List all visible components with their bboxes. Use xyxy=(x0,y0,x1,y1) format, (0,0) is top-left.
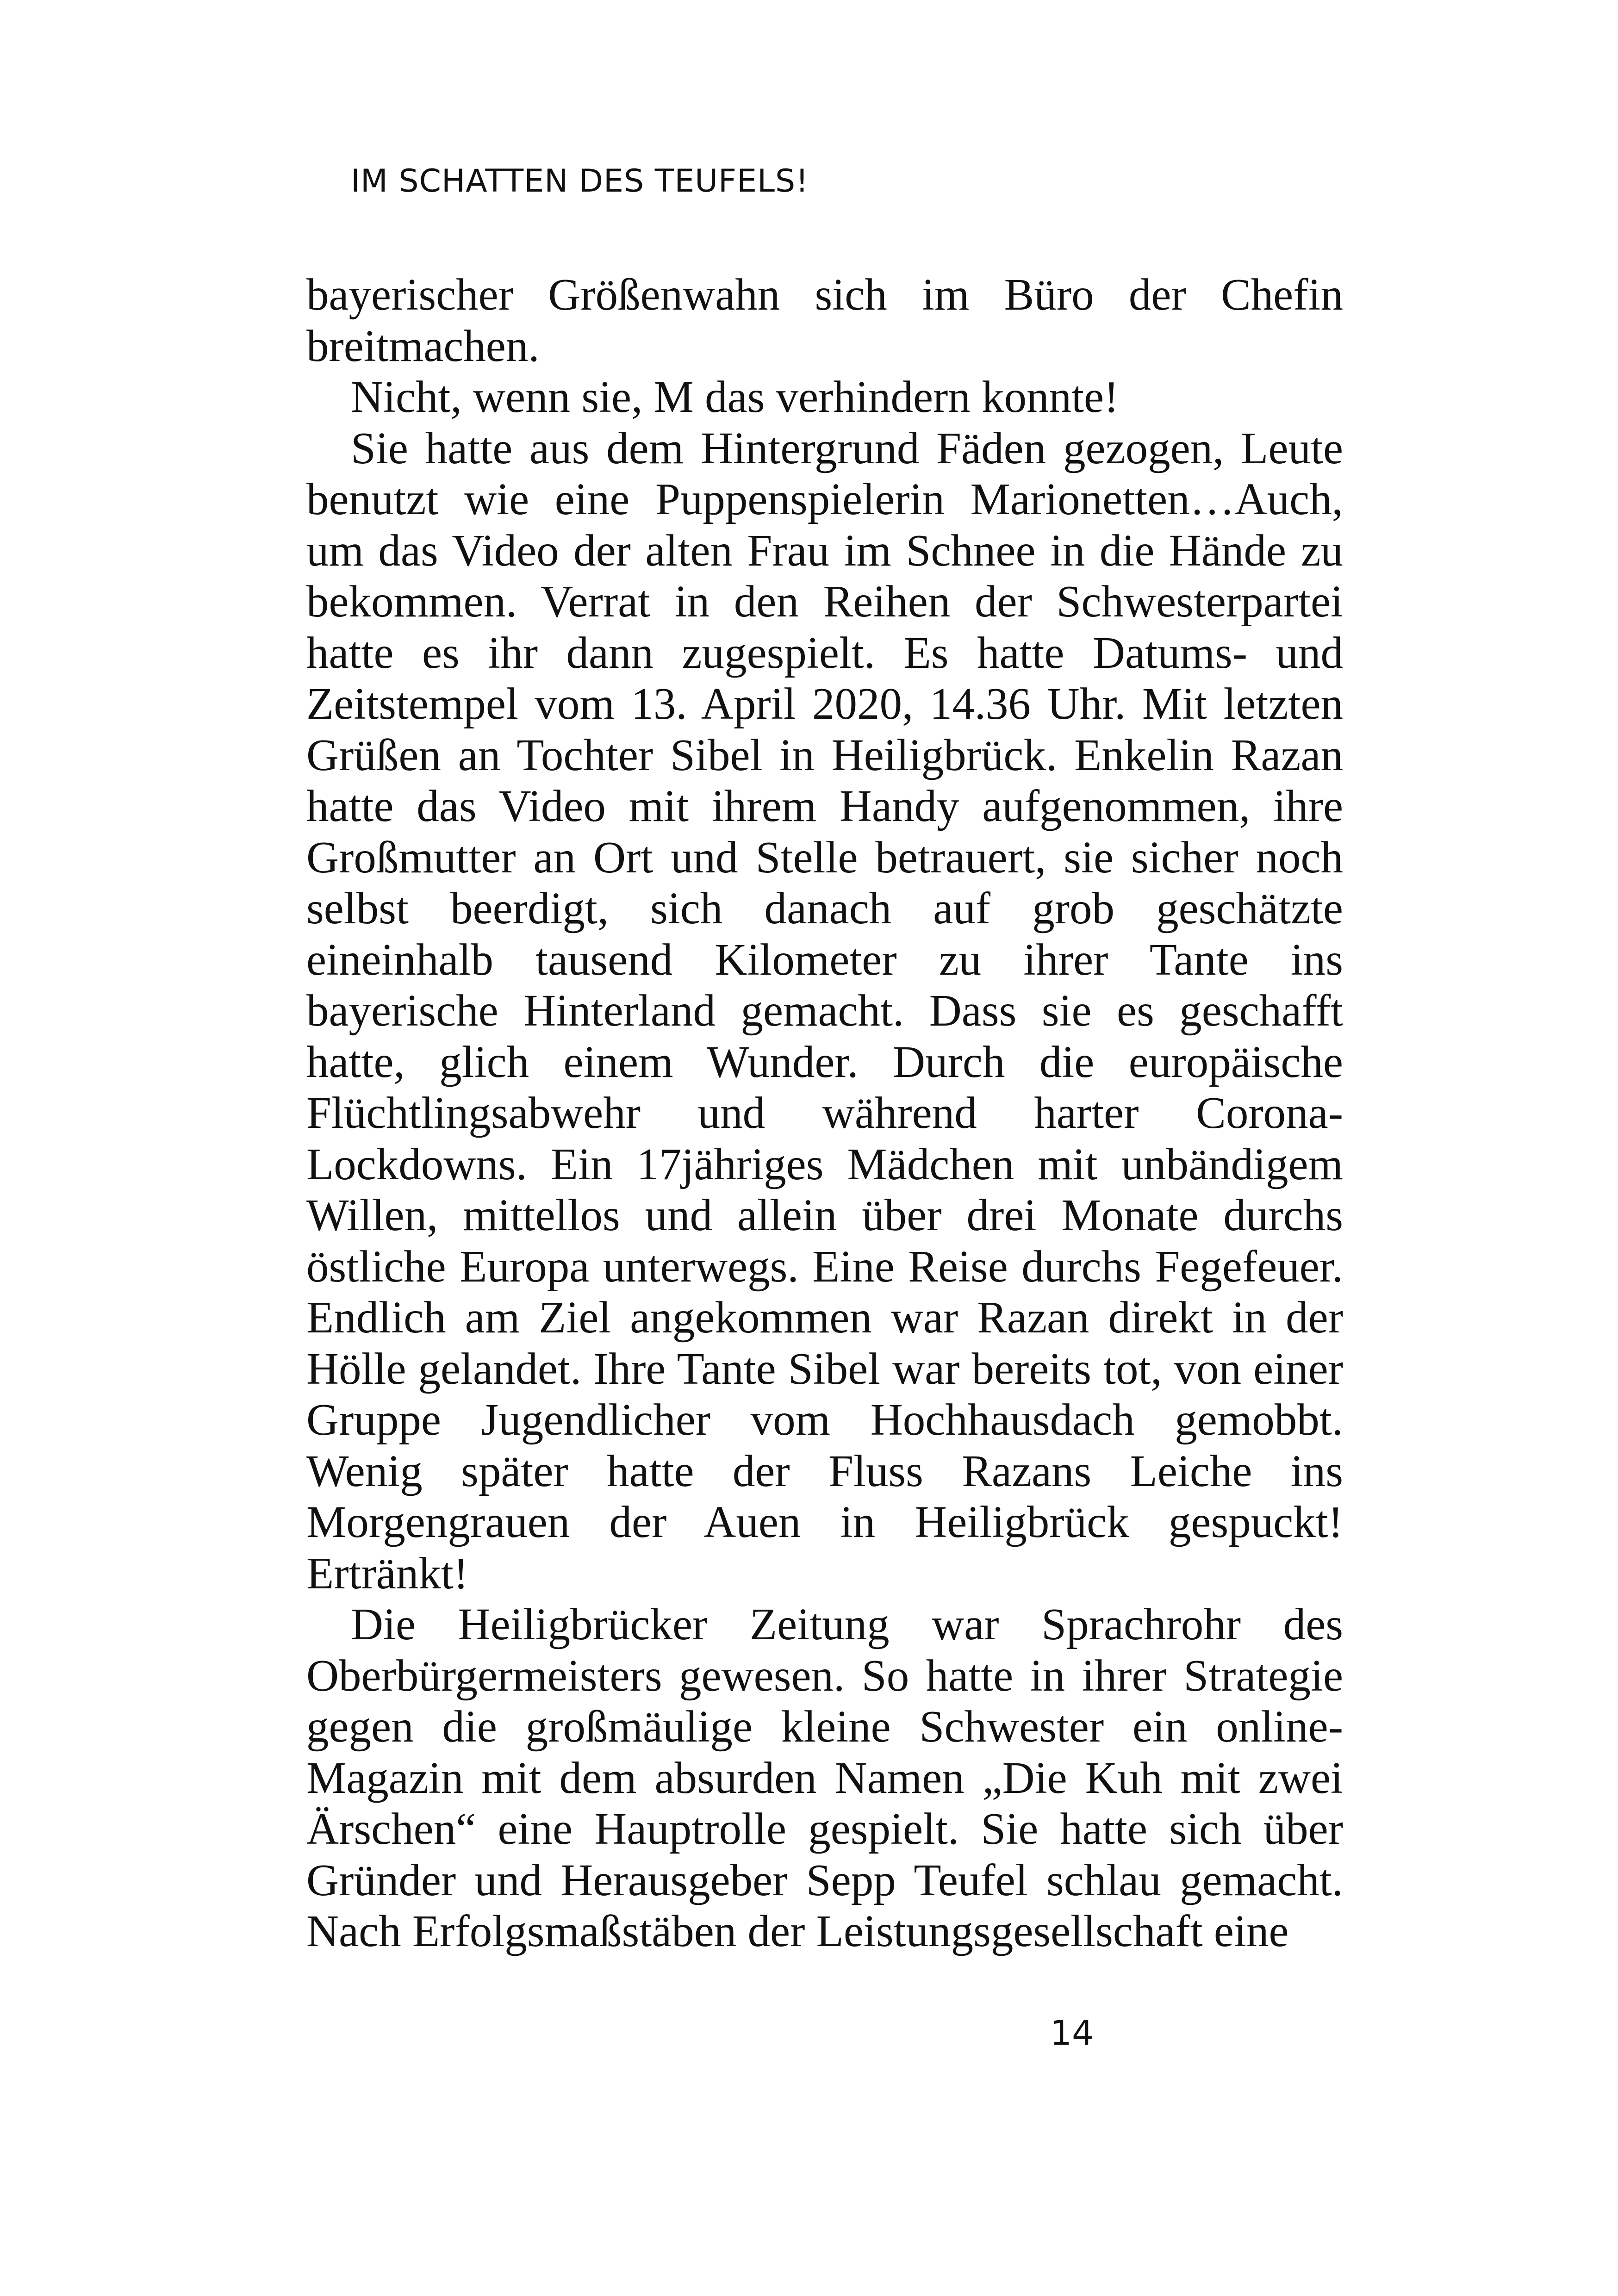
page-number: 14 xyxy=(1050,2013,1094,2053)
paragraph-continued: bayerischer Größenwahn sich im Büro der Chefin breitmachen. xyxy=(306,270,1343,371)
paragraph: Sie hatte aus dem Hintergrund Fäden gezogen, Leute benutzt wie eine Puppenspielerin Marionetten…Auch, um das Video der alten Frau im Schnee in die Hände zu bekommen. Verrat in den Reihen der Schwesterpartei hatte es ihr dann zugespielt. Es hatte Datums- und Zeitstempel vom 13. April 2020, 14.36 Uhr. Mit letzten Grüßen an Tochter Sibel in Heiligbrück. Enkelin Razan hatte das Video mit ihrem Handy aufgenommen, ihre Großmutter an Ort und Stelle betrauert, sie sicher noch selbst beerdigt, sich danach auf grob geschätzte eineinhalb tausend Kilometer zu ihrer Tante ins bayerische Hinterland gemacht. Dass sie es geschafft hatte, glich einem Wunder. Durch die europäische Flüchtlingsabwehr und während harter Corona-Lockdowns. Ein 17jähriges Mädchen mit unbändigem Willen, mittellos und allein über drei Monate durchs östliche Europa unterwegs. Eine Reise durchs Fegefeuer. Endlich am Ziel angekommen war Razan direkt in der Hölle gelandet. Ihre Tante Sibel war bereits tot, von einer Gruppe Jugendlicher vom Hochhausdach gemobbt. Wenig später hatte der Fluss Razans Leiche ins Morgengrauen der Auen in Heiligbrück gespuckt! Ertränkt! xyxy=(306,423,1343,1598)
paragraph: Nicht, wenn sie, M das verhindern konnte! xyxy=(351,372,1119,422)
paragraph: Die Heiligbrücker Zeitung war Sprachrohr des Oberbürgermeisters gewesen. So hatte in ihrer Strategie gegen die großmäulige kleine Schwester ein online-Magazin mit dem absurden Namen „Die Kuh mit zwei Ärschen“ eine Hauptrolle gespielt. Sie hatte sich über Gründer und Herausgeber Sepp Teufel schlau gemacht. Nach Erfolgsmaßstäben der Leistungsgesellschaft eine xyxy=(306,1599,1343,1956)
body-text xyxy=(306,269,1343,1957)
running-head-title: IM SCHATTEN DES TEUFELS! xyxy=(351,163,809,199)
